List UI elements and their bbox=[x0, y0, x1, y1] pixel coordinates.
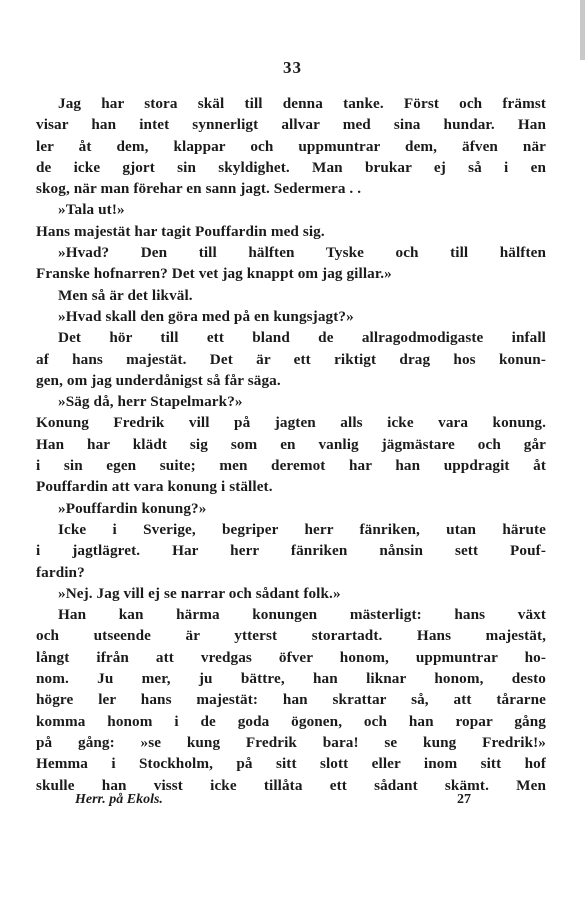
text-line: »Pouffardin konung?» bbox=[58, 499, 207, 517]
text-line: skog, när man förehar en sann jagt. Sedermera . . bbox=[36, 180, 362, 198]
text-line: nom. Ju mer, ju bättre, han liknar honom, desto bbox=[36, 670, 546, 688]
text-line: Konung Fredrik vill på jagten alls icke vara konung. bbox=[36, 414, 546, 432]
text-line: ler åt dem, klappar och uppmuntrar dem, äfven när bbox=[36, 137, 546, 155]
text-line: visar han intet synnerligt allvar med sina hundar. Han bbox=[36, 116, 546, 134]
text-line: på gång: »se kung Fredrik bara! se kung Fredrik!» bbox=[36, 733, 546, 751]
text-line: gen, om jag underdånigst så får säga. bbox=[36, 371, 281, 389]
text-line: i jagtlägret. Har herr fänriken nånsin sett Pouf- bbox=[36, 542, 546, 560]
text-line: Han har klädt sig som en vanlig jägmästare och går bbox=[36, 435, 546, 453]
text-line: långt ifrån att vredgas öfver honom, uppmuntrar ho- bbox=[36, 648, 546, 666]
text-line: Icke i Sverige, begriper herr fänriken, utan härute bbox=[58, 520, 546, 538]
text-line: Han kan härma konungen mästerligt: hans växt bbox=[58, 606, 546, 624]
text-line: »Hvad? Den till hälften Tyske och till hälften bbox=[58, 244, 546, 262]
text-line: högre ler hans majestät: han skrattar så, att tårarne bbox=[36, 691, 546, 709]
text-line: Pouffardin att vara konung i stället. bbox=[36, 478, 273, 496]
body-text bbox=[36, 93, 546, 796]
text-line: Franske hofnarren? Det vet jag knappt om jag gillar.» bbox=[36, 265, 392, 283]
text-line: »Hvad skall den göra med på en kungsjagt?» bbox=[58, 307, 354, 325]
text-line: »Säg då, herr Stapelmark?» bbox=[58, 393, 243, 411]
text-line: Det hör till ett bland de allragodmodigaste infall bbox=[58, 329, 546, 347]
text-line: af hans majestät. Det är ett riktigt drag hos konun- bbox=[36, 350, 546, 368]
text-line: Jag har stora skäl till denna tanke. Först och främst bbox=[58, 95, 546, 112]
text-line: Men så är det likväl. bbox=[58, 286, 193, 304]
text-line: i sin egen suite; men deremot har han uppdragit åt bbox=[36, 457, 546, 475]
text-line: komma honom i de goda ögonen, och han ropar gång bbox=[36, 712, 546, 730]
text-line: Hans majestät har tagit Pouffardin med sig. bbox=[36, 222, 325, 240]
text-line: Hemma i Stockholm, på sitt slott eller inom sitt hof bbox=[36, 755, 546, 773]
text-line: de icke gjort sin skyldighet. Man brukar ej så i en bbox=[36, 158, 546, 176]
text-line: »Tala ut!» bbox=[58, 201, 125, 219]
footer-signature: Herr. på Ekols. bbox=[75, 792, 163, 807]
text-line: »Nej. Jag vill ej se narrar och sådant folk.» bbox=[58, 584, 341, 602]
text-line: fardin? bbox=[36, 563, 85, 581]
page-number: 33 bbox=[283, 58, 302, 77]
page-edge-shadow bbox=[580, 0, 585, 60]
text-line: och utseende är ytterst storartadt. Hans majestät, bbox=[36, 627, 546, 645]
footer-sheet-number: 27 bbox=[457, 792, 471, 807]
text-line: skulle han visst icke tillåta ett sådant skämt. Men bbox=[36, 776, 546, 794]
